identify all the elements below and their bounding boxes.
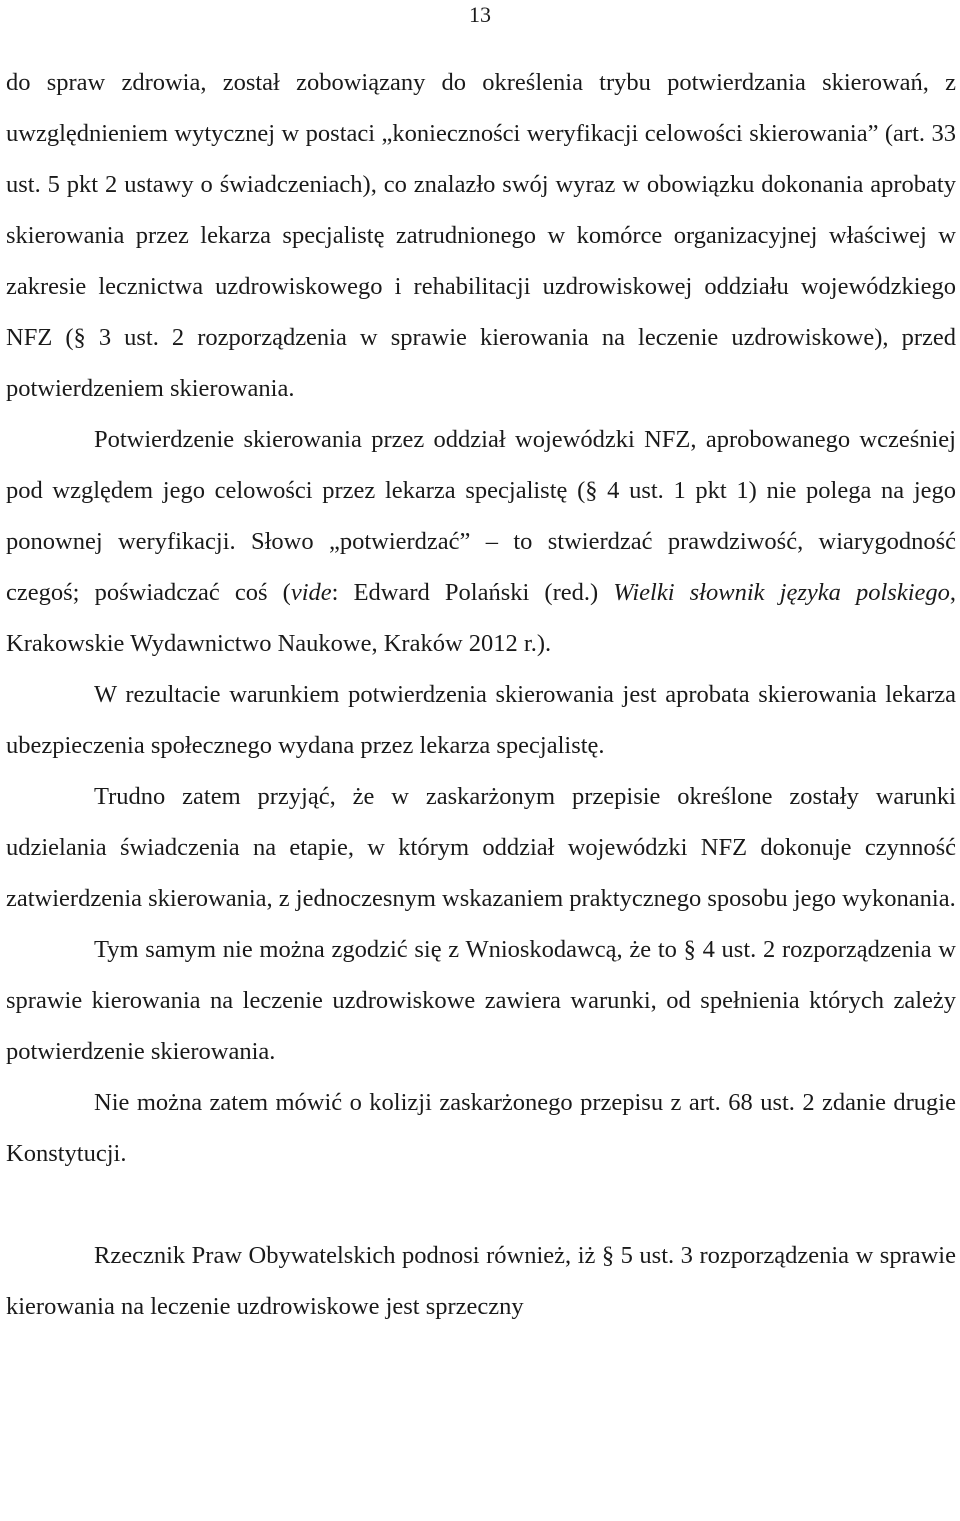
paragraph-applicant: Tym samym nie można zgodzić się z Wnioskodawcą, że to § 4 ust. 2 rozporządzenia w sprawie kierowania na leczenie uzdrowiskowe zawiera warunki, od spełnienia których zależy potwierdzenie skierowania. [6, 936, 956, 1065]
paragraph-conditions: Trudno zatem przyjąć, że w zaskarżonym przepisie określone zostały warunki udzielania świadczenia na etapie, w którym oddział wojewódzki NFZ dokonuje czynność zatwierdzenia skierowania, z jednoczesnym wskazaniem praktycznego sposobu jego wykonania. [6, 783, 956, 912]
paragraph-result: W rezultacie warunkiem potwierdzenia skierowania jest aprobata skierowania lekarza ubezpieczenia społecznego wydana przez lekarza specjalistę. [6, 681, 956, 759]
paragraph-constitution: Nie można zatem mówić o kolizji zaskarżonego przepisu z art. 68 ust. 2 zdanie drugie Konstytucji. [6, 1089, 956, 1167]
italic-dictionary-title: Wielki słownik języka polskiego [613, 579, 950, 606]
paragraph-continuation: do spraw zdrowia, został zobowiązany do określenia trybu potwierdzania skierowań, z uwzględnieniem wytycznej w postaci „konieczności weryfikacji celowości skierowania” (art. 33 ust. 5 pkt 2 ustawy o świadczeniach), co znalazło swój wyraz w obowiązku dokonania aprobaty skierowania przez lekarza specjalistę zatrudnionego w komórce organizacyjnej właściwej w zakresie lecznictwa uzdrowiskowego i rehabilitacji uzdrowiskowej oddziału wojewódzkiego NFZ (§ 3 ust. 2 rozporządzenia w sprawie kierowania na leczenie uzdrowiskowe), przed potwierdzeniem skierowania. [6, 69, 956, 402]
paragraph-confirmation [6, 414, 956, 669]
paragraph-ombudsman: Rzecznik Praw Obywatelskich podnosi również, iż § 5 ust. 3 rozporządzenia w sprawie kierowania na leczenie uzdrowiskowe jest sprzeczny [6, 1242, 956, 1320]
italic-vide: vide [290, 579, 332, 606]
document-body [6, 57, 956, 1332]
paragraph-text: Potwierdzenie skierowania przez oddział wojewódzki NFZ, aprobowanego wcześniej pod względem jego celowości przez lekarza specjalistę (§ 4 ust. 1 pkt 1) nie polega na jego ponownej weryfikacji. Słowo „potwierdzać” – to stwierdzać prawdziwość, wiarygodność czegoś; poświadczać coś ( [6, 426, 956, 606]
paragraph-text: : Edward Polański (red.) [331, 579, 614, 606]
paragraph-text: , Krakowskie Wydawnictwo Naukowe, Kraków 2012 r.). [6, 579, 957, 657]
page-number: 13 [469, 2, 491, 27]
